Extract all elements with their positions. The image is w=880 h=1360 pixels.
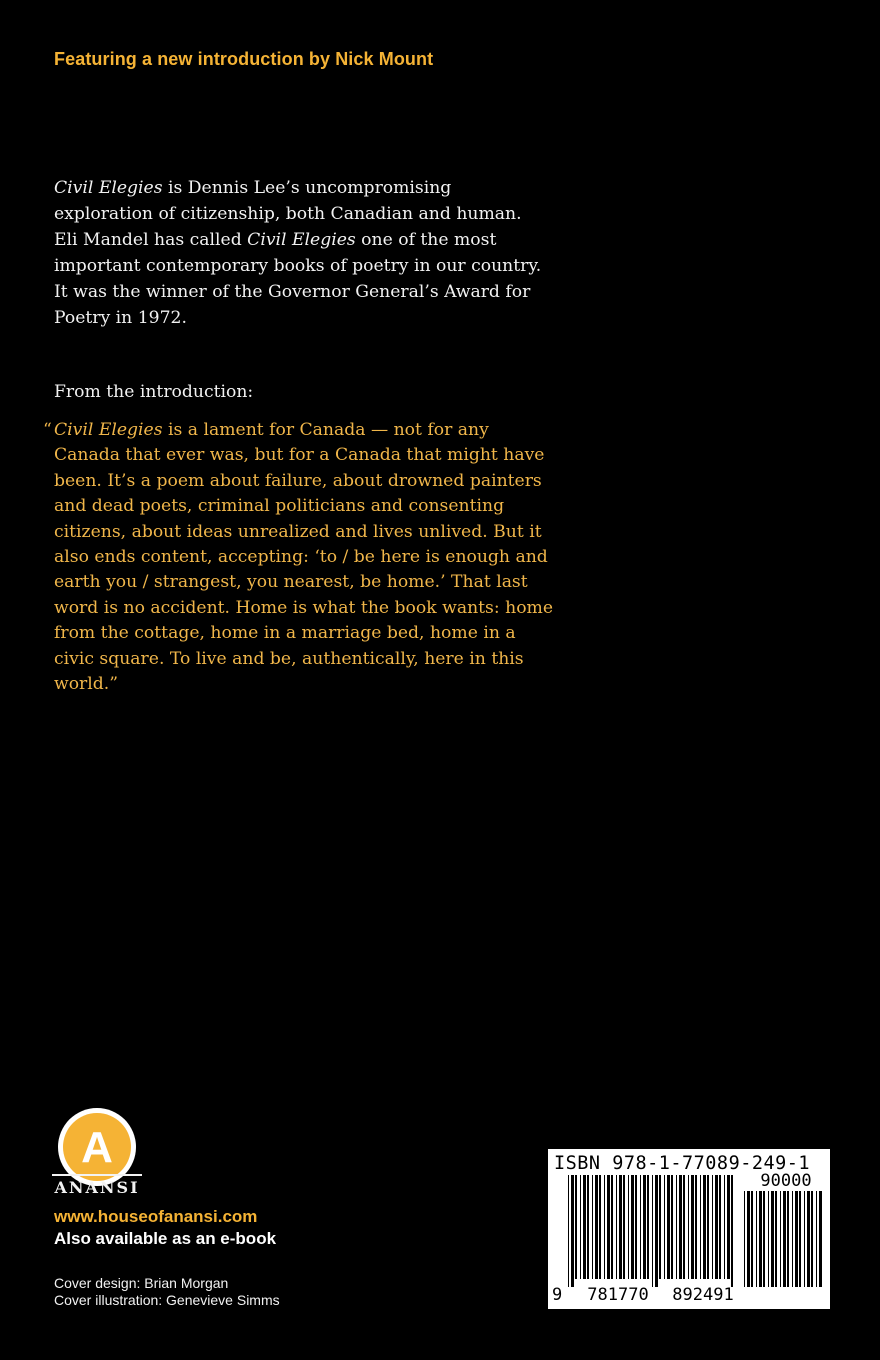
barcode-bar xyxy=(631,1175,634,1279)
publisher-url[interactable]: www.houseofanansi.com xyxy=(54,1207,258,1226)
ean-bars xyxy=(568,1175,733,1287)
barcode-bar xyxy=(715,1175,718,1279)
barcode-bar xyxy=(671,1175,673,1279)
barcode-bar xyxy=(719,1175,721,1279)
intro-quote xyxy=(43,418,554,697)
barcode-bar xyxy=(700,1175,701,1279)
barcode-bar xyxy=(807,1191,810,1287)
intro-label: From the introduction: xyxy=(54,382,254,402)
barcode-bar xyxy=(640,1175,641,1279)
barcode-bar xyxy=(683,1175,685,1279)
barcode-bar xyxy=(571,1175,574,1287)
barcode-bar xyxy=(751,1191,753,1287)
barcode-bar xyxy=(616,1175,617,1279)
ean-left-digits: 781770 xyxy=(587,1285,649,1305)
barcode-bar xyxy=(707,1175,709,1279)
quote-text: is a lament for Canada — not for any Canada that ever was, but for a Canada that might have been. It’s a poem about failure, about drowned painters and dead poets, criminal politicians and consenting citizens, about ideas unrealized and lives unlived. But it also ends content, accepting: ‘to / be here is enough and earth you / strangest, you nearest, be home.’ That last word is no accident. Home is what the book wants: home from the cottage, home in a marriage bed, home in a civic square. To live and be, authentically, here in this world.” xyxy=(54,420,554,695)
barcode-bar xyxy=(783,1191,786,1287)
barcode-bar xyxy=(811,1191,813,1287)
barcode-bar xyxy=(628,1175,629,1279)
barcode-bar xyxy=(775,1191,777,1287)
tagline: Featuring a new introduction by Nick Mount xyxy=(54,49,434,69)
barcode-bar xyxy=(688,1175,689,1279)
blurb-text-a: is Dennis Lee’s uncompromising exploration of citizenship, both Canadian and human. Eli Mandel has called xyxy=(54,178,522,250)
isbn-label: ISBN 978-1-77089-249-1 xyxy=(554,1153,811,1174)
barcode-bar xyxy=(568,1175,569,1287)
logo-divider xyxy=(52,1174,142,1176)
barcode-bar xyxy=(731,1175,733,1287)
blurb-text-b: one of the most important contemporary books of poetry in our country. It was the winner of the Governor General’s Award for Poetry in 1972. xyxy=(54,230,542,328)
barcode-bar xyxy=(816,1191,817,1287)
barcode-bar xyxy=(643,1175,646,1279)
publisher-name: ANANSI xyxy=(54,1178,140,1197)
barcode-bar xyxy=(592,1175,593,1279)
barcode-bar xyxy=(724,1175,725,1279)
barcode-bar xyxy=(819,1191,822,1287)
price-code: 90000 xyxy=(760,1171,812,1191)
barcode-bar xyxy=(611,1175,613,1279)
barcode-bar xyxy=(691,1175,694,1279)
barcode-bar xyxy=(664,1175,665,1279)
barcode-bar xyxy=(695,1175,697,1279)
barcode-bar xyxy=(655,1175,658,1287)
barcode-bar xyxy=(792,1191,793,1287)
barcode-bar xyxy=(659,1175,661,1279)
barcode-bar xyxy=(635,1175,637,1279)
barcode-bar xyxy=(727,1175,730,1279)
price-addon-bars xyxy=(744,1191,822,1287)
barcode-bar xyxy=(575,1175,577,1279)
barcode-bar xyxy=(599,1175,601,1279)
barcode-bar xyxy=(580,1175,581,1279)
blurb-title: Civil Elegies xyxy=(54,178,163,198)
barcode-bar xyxy=(759,1191,762,1287)
barcode-bar xyxy=(795,1191,798,1287)
quote-title: Civil Elegies xyxy=(54,420,163,440)
barcode-bar xyxy=(647,1175,649,1279)
barcode-bar xyxy=(763,1191,765,1287)
logo-letter: A xyxy=(81,1123,113,1172)
barcode-bar xyxy=(679,1175,682,1279)
barcode-bar xyxy=(623,1175,625,1279)
barcode-bar xyxy=(799,1191,801,1287)
barcode-bar xyxy=(744,1191,745,1287)
ebook-note: Also available as an e-book xyxy=(54,1229,277,1248)
barcode-bar xyxy=(619,1175,622,1279)
barcode-bar xyxy=(595,1175,598,1279)
barcode-bar xyxy=(756,1191,757,1287)
cover-credits xyxy=(54,1275,280,1309)
barcode-bar xyxy=(604,1175,605,1279)
barcode-bar xyxy=(667,1175,670,1279)
barcode-graphic xyxy=(548,1149,830,1309)
barcode-bar xyxy=(780,1191,781,1287)
cover-design-credit: Cover design: Brian Morgan xyxy=(54,1275,229,1291)
barcode-bar xyxy=(747,1191,750,1287)
barcode-bar xyxy=(583,1175,586,1279)
barcode-bar xyxy=(712,1175,713,1279)
barcode-bar xyxy=(703,1175,706,1279)
barcode-bar xyxy=(676,1175,677,1279)
blurb-title-2: Civil Elegies xyxy=(247,230,356,250)
barcode-bar xyxy=(652,1175,653,1287)
barcode-bar xyxy=(804,1191,805,1287)
book-description xyxy=(54,175,544,331)
open-quote-mark: “ xyxy=(43,420,52,440)
ean-first-digit: 9 xyxy=(552,1285,563,1305)
ean-right-digits: 892491 xyxy=(672,1285,734,1305)
cover-illustration-credit: Cover illustration: Genevieve Simms xyxy=(54,1292,280,1308)
barcode-bar xyxy=(768,1191,769,1287)
barcode-bar xyxy=(771,1191,774,1287)
barcode-bar xyxy=(607,1175,610,1279)
barcode-bar xyxy=(587,1175,589,1279)
barcode-bar xyxy=(787,1191,789,1287)
isbn-barcode xyxy=(548,1149,830,1309)
